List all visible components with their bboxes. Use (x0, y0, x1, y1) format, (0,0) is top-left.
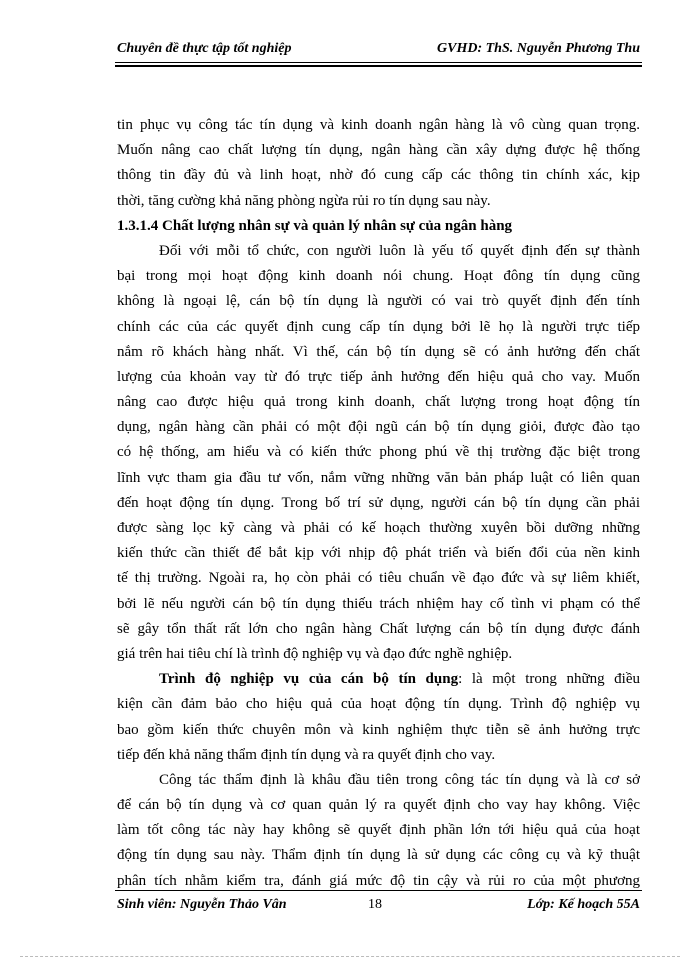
text-line: Công tác thẩm định là khâu đầu tiên trong công tác tín dụng và là cơ sở (159, 771, 640, 788)
text-line: bởi lẽ nếu người cán bộ tín dụng thiếu trách nhiệm hay cố tình vi phạm có thể (117, 595, 640, 612)
text-line: đến hoạt động tín dụng. Trong bố trí sử dụng, người cán bộ tín dụng cần phải (117, 494, 640, 511)
text-line: Đối với mỗi tổ chức, con người luôn là yếu tố quyết định đến sự thành (159, 242, 640, 259)
text-line: bại trong mọi hoạt động kinh doanh nói chung. Hoạt đông tín dụng cũng (117, 268, 640, 285)
text-line: động tín dụng sau này. Thẩm định tín dụng là sử dụng các công cụ và kỹ thuật (117, 847, 640, 864)
text-line: kiến thức cần thiết để bắt kịp với nhịp độ phát triển và biến đổi của nền kinh (117, 545, 640, 562)
text-line: chính các của các quyết định cung cấp tín dụng bởi lẽ họ là người trực tiếp (117, 318, 640, 335)
text-line: bao gồm kiến thức chuyên môn và kinh nghiệm thực tiễn sẽ ảnh hưởng trực (117, 721, 640, 738)
text-line: làm tốt công tác này hay không sẽ quyết định phần lớn tới hiệu quả của hoạt (117, 822, 640, 839)
text-line: lượng của khoản vay từ đó trực tiếp ảnh hưởng đến hiệu quả cho vay. Muốn (117, 368, 640, 385)
text-line: có hệ thống, am hiểu và có kiến thức phong phú về thị trường đặc biệt trong (117, 444, 640, 461)
footer-class: Lớp: Kế hoạch 55A (527, 897, 640, 912)
page-header (115, 38, 642, 63)
bold-term: Trình độ nghiệp vụ của cán bộ tín dụng (159, 671, 459, 688)
text-line: tiếp đến khả năng thẩm định tín dụng và ra quyết định cho vay. (117, 746, 496, 763)
text-line: giá trên hai tiêu chí là trình độ nghiệp vụ và đạo đức nghề nghiệp. (117, 645, 513, 662)
header-right: GVHD: ThS. Nguyễn Phương Thu (437, 41, 640, 56)
text-line: phân tích nhằm kiểm tra, đánh giá mức độ tin cậy và rủi ro của một phương (117, 872, 640, 889)
text-line (117, 667, 640, 692)
text-line: nắm rõ khách hàng nhất. Vì thế, cán bộ tín dụng sẽ có ảnh hưởng đến chất (117, 343, 640, 360)
text-line: được sàng lọc kỹ càng và phải có kế hoạch thường xuyên bồi dưỡng những (117, 520, 640, 536)
text-line: để cán bộ tín dụng và cơ quan quản lý ra quyết định cho vay hay không. Việc (117, 797, 640, 814)
page-number: 18 (368, 897, 382, 912)
footer-rule (115, 890, 642, 891)
text-line: không là ngoại lệ, cán bộ tín dụng là người có vai trò quyết định đến tính (117, 293, 640, 310)
text-line: thời, tăng cường khả năng phòng ngừa rủi ro tín dụng sau này. (117, 192, 491, 209)
text-line: sẽ gây tổn thất rất lớn cho ngân hàng Chất lượng cán bộ tín dụng được đánh (117, 620, 640, 637)
page-footer (115, 897, 642, 917)
text-line: tin phục vụ công tác tín dụng và kinh doanh ngân hàng là vô cùng quan trọng. (117, 117, 640, 133)
text-line: nâng cao được hiệu quả trong kinh doanh, chất lượng trong hoạt động tín (117, 394, 640, 411)
footer-student: Sinh viên: Nguyễn Thảo Vân (117, 897, 287, 912)
text-line: tế thị trường. Ngoài ra, họ còn phải có tiêu chuẩn về đạo đức và sự liêm khiết, (117, 570, 640, 587)
text-line: Muốn nâng cao chất lượng tín dụng, ngân hàng cần xây dựng được hệ thống (117, 142, 640, 159)
text-line: dụng, ngân hàng cần phải có một đội ngũ cán bộ tín dụng giỏi, được đào tạo (117, 419, 640, 436)
header-left: Chuyên đề thực tập tốt nghiệp (117, 41, 292, 56)
text-line: thông tin đầy đủ và linh hoạt, nhờ đó cung cấp các thông tin chính xác, kịp (117, 167, 640, 184)
section-heading: 1.3.1.4 Chất lượng nhân sự và quản lý nhân sự của ngân hàng (117, 217, 513, 234)
page-break-divider (20, 956, 680, 957)
text-run: : là một trong những điều (458, 671, 640, 688)
text-line: lĩnh vực tham gia đầu tư vốn, nắm vững những văn bản pháp luật có liên quan (117, 469, 640, 486)
header-rule (115, 65, 642, 67)
document-body (117, 113, 640, 894)
text-line: kiện cần đảm bảo cho hiệu quả của hoạt động tín dụng. Trình độ nghiệp vụ (117, 696, 640, 713)
